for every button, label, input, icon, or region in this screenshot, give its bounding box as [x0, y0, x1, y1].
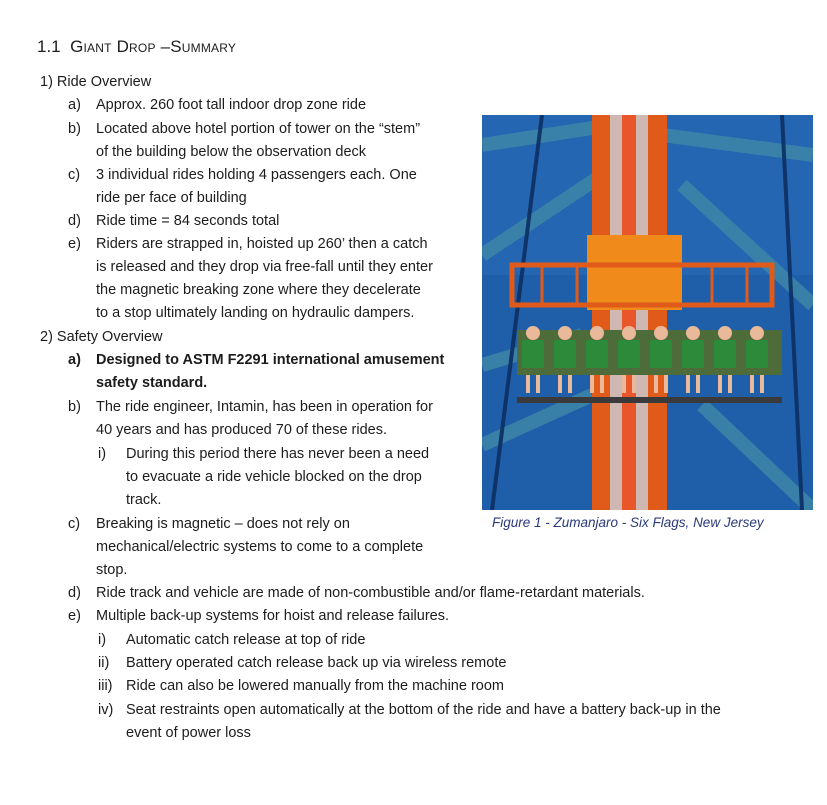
list-item: to a stop ultimately landing on hydraulic dampers.	[96, 305, 415, 321]
list-item: The ride engineer, Intamin, has been in operation for	[96, 399, 433, 415]
list-marker: i)	[98, 632, 107, 648]
list-item: ride per face of building	[96, 190, 247, 206]
list-marker: c)	[68, 167, 81, 183]
list-marker: iii)	[98, 678, 113, 694]
figure-caption: Figure 1 - Zumanjaro - Six Flags, New Jersey	[492, 515, 764, 530]
section-number: 1.1	[37, 37, 61, 56]
list-item: Battery operated catch release back up via wireless remote	[126, 655, 507, 671]
list-marker: e)	[68, 608, 81, 624]
list-item: is released and they drop via free-fall until they enter	[96, 259, 433, 275]
list-item: to evacuate a ride vehicle blocked on the drop	[126, 469, 422, 485]
drop-cabin	[587, 235, 682, 310]
list-item: event of power loss	[126, 725, 251, 741]
list-marker: a)	[68, 97, 81, 113]
list-marker: iv)	[98, 702, 114, 718]
list-marker: c)	[68, 516, 81, 532]
safety-overview-heading: 2) Safety Overview	[40, 329, 163, 345]
ride-photo	[482, 115, 813, 510]
list-marker: d)	[68, 213, 81, 229]
list-item: Located above hotel portion of tower on the “stem”	[96, 121, 421, 137]
list-marker: b)	[68, 399, 81, 415]
list-item: Approx. 260 foot tall indoor drop zone ride	[96, 97, 367, 113]
list-marker: e)	[68, 236, 81, 252]
list-item: Automatic catch release at top of ride	[126, 632, 366, 648]
list-item: track.	[126, 492, 162, 508]
list-item: mechanical/electric systems to come to a complete	[96, 539, 424, 555]
list-item: Multiple back-up systems for hoist and release failures.	[96, 608, 449, 624]
list-item: Seat restraints open automatically at the bottom of the ride and have a battery back-up in the	[126, 702, 721, 718]
list-item: safety standard.	[96, 375, 208, 391]
list-item: stop.	[96, 562, 128, 578]
drop-tower-illustration	[482, 115, 813, 510]
list-marker: i)	[98, 446, 107, 462]
list-item: Riders are strapped in, hoisted up 260’ then a catch	[96, 236, 428, 252]
section-title	[37, 38, 236, 56]
list-item: the magnetic breaking zone where they decelerate	[96, 282, 421, 298]
list-item: of the building below the observation deck	[96, 144, 367, 160]
section-title-text: Giant Drop –Summary	[70, 37, 237, 56]
list-item: Designed to ASTM F2291 international amusement	[96, 352, 445, 368]
list-item: 3 individual rides holding 4 passengers each. One	[96, 167, 417, 183]
list-marker: b)	[68, 121, 81, 137]
list-item: Breaking is magnetic – does not rely on	[96, 516, 350, 532]
list-item: 40 years and has produced 70 of these rides.	[96, 422, 387, 438]
list-item: Ride track and vehicle are made of non-combustible and/or flame-retardant materials.	[96, 585, 645, 601]
list-item: During this period there has never been a need	[126, 446, 430, 462]
list-item: Ride time = 84 seconds total	[96, 213, 280, 229]
list-marker: a)	[68, 352, 81, 368]
list-marker: ii)	[98, 655, 110, 671]
list-item: Ride can also be lowered manually from the machine room	[126, 678, 504, 694]
list-marker: d)	[68, 585, 81, 601]
ride-overview-heading: 1) Ride Overview	[40, 74, 152, 90]
